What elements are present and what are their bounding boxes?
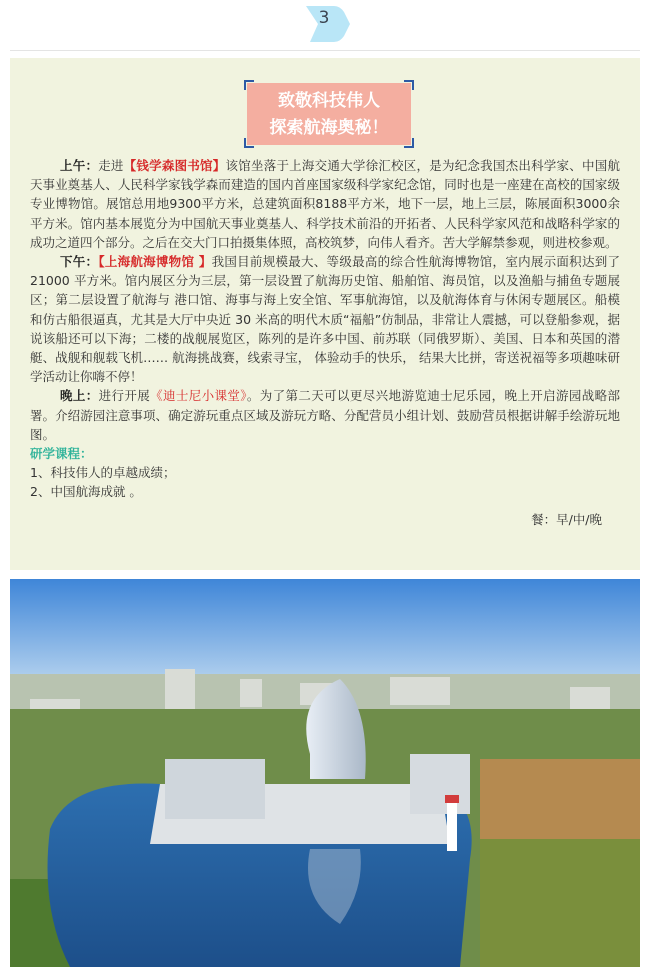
- courses-heading: 研学课程：: [30, 446, 93, 462]
- photo-illustration: [10, 579, 640, 967]
- meals-info: 餐：早/中/晚: [531, 511, 602, 527]
- afternoon-venue: 【上海航海博物馆 】: [98, 254, 212, 270]
- morning-paragraph: [30, 156, 620, 252]
- afternoon-text: 我国目前规模最大、等级最高的综合性航海博物馆，室内展示面积达到了 21000 平方米。馆内展区分为三层，第一层设置了航海历史馆、船舶馆、海员馆，以及渔船与捕鱼专题展区；第二层设置了航海与 港口馆、海事与海上安全馆、军事航海馆，以及航海体育与休闲专题展区。船模和仿古船很逼真，尤其是大厅中央近 30 米高的明代木质“福船”仿制品，非常让人震撼，可以登船参观，据说该船还可以下海；二楼的战舰展览区，陈列的是许多中国、前苏联（同俄罗斯）、美国、日本和英国的潜艇、战舰和舰载飞机…… 航海挑战赛，线索寻宝， 体验动手的快乐， 结果大比拼，寄送祝福等多项趣味研学活动让你嗨不停！: [30, 254, 620, 385]
- evening-label: 晚上：: [60, 388, 99, 404]
- morning-text: 该馆坐落于上海交通大学徐汇校区，是为纪念我国杰出科学家、中国航天事业奠基人、人民科学家钱学森而建造的国内首座国家级科学家纪念馆，同时也是一座建在高校的国家级专业博物馆。展馆总用地9300平方米，总建筑面积8188平方米，地下一层，地上三层，陈展面积3000余平方米。馆内基本展览分为中国航天事业奠基人、科学技术前沿的开拓者、人民科学家风范和战略科学家的成功之道四个部分。之后在交大门口拍摄集体照，高校筑梦，向伟人看齐。苦大学解禁参观，则进校参观。: [30, 158, 620, 250]
- morning-label: 上午：: [60, 158, 99, 173]
- title-line-1: 致敬科技伟人: [278, 91, 380, 111]
- title-line-2: 探索航海奥秘！: [269, 118, 389, 138]
- evening-venue: 《迪士尼小课堂》: [150, 388, 247, 404]
- evening-text: 。为了第二天可以更尽兴地游览迪士尼乐园，晚上开启游园战略部署。介绍游园注意事项、确定游玩重点区域及游玩方略、分配营员小组计划、鼓励营员根据讲解手绘游玩地图。: [30, 388, 620, 442]
- divider: [10, 50, 640, 51]
- evening-lead: 进行开展: [98, 388, 151, 404]
- course-item: 1、科技伟人的卓越成绩；: [30, 465, 176, 481]
- museum-aerial-photo: [10, 579, 640, 967]
- evening-paragraph: [30, 386, 620, 444]
- morning-lead: 走进: [98, 158, 124, 173]
- afternoon-label: 下午：: [60, 254, 99, 270]
- morning-venue: 【钱学森图书馆】: [123, 158, 226, 173]
- day-number: 3: [318, 8, 330, 28]
- title-box: [247, 83, 411, 145]
- itinerary-text: [30, 156, 620, 529]
- afternoon-paragraph: [30, 252, 620, 386]
- course-item: 2、中国航海成就 。: [30, 484, 142, 500]
- title-frame: [244, 80, 414, 148]
- day-badge: [300, 2, 352, 46]
- itinerary-card: [10, 58, 640, 570]
